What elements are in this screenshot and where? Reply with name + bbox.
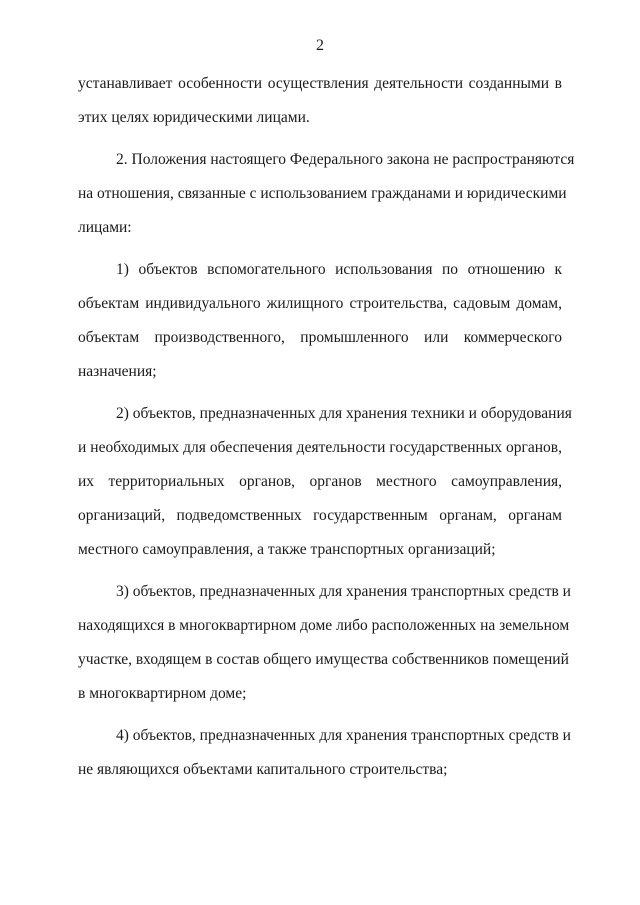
text-line: лицами: xyxy=(78,219,132,236)
paragraph-subitem-3 xyxy=(78,575,571,711)
text-line: на отношения, связанные с использованием гражданами и юридическими xyxy=(78,185,567,202)
text-line: участке, входящем в состав общего имущества собственников помещений xyxy=(78,651,569,668)
text-line: не являющихся объектами капитального строительства; xyxy=(78,761,448,778)
text-line: 3) объектов, предназначенных для хранения транспортных средств и xyxy=(116,583,571,600)
text-line: устанавливает особенности осуществления деятельности созданными в xyxy=(78,75,562,92)
paragraph-item-2 xyxy=(78,143,575,245)
text-line: объектам производственного, промышленного или коммерческого xyxy=(78,329,562,346)
paragraph-subitem-1 xyxy=(78,253,562,389)
text-line: объектам индивидуального жилищного строительства, садовым домам, xyxy=(78,295,562,312)
text-line: и необходимых для обеспечения деятельности государственных органов, xyxy=(78,439,562,456)
text-line: 4) объектов, предназначенных для хранения транспортных средств и xyxy=(116,727,571,744)
paragraph-subitem-2 xyxy=(78,397,572,567)
text-line: организаций, подведомственных государственным органам, органам xyxy=(78,507,562,524)
page-number: 2 xyxy=(316,37,324,54)
text-line: в многоквартирном доме; xyxy=(78,685,247,702)
paragraph-subitem-4 xyxy=(78,719,571,787)
text-line: 2. Положения настоящего Федерального закона не распространяются xyxy=(116,151,575,168)
text-line: местного самоуправления, а также транспортных организаций; xyxy=(78,541,496,558)
document-body xyxy=(78,67,575,787)
text-line: 2) объектов, предназначенных для хранения техники и оборудования xyxy=(116,405,572,422)
paragraph-continuation xyxy=(78,67,562,135)
text-line: находящихся в многоквартирном доме либо расположенных на земельном xyxy=(78,617,570,634)
text-line: 1) объектов вспомогательного использования по отношению к xyxy=(116,261,562,278)
text-line: назначения; xyxy=(78,363,157,380)
text-line: их территориальных органов, органов местного самоуправления, xyxy=(78,473,562,490)
text-line: этих целях юридическими лицами. xyxy=(78,109,310,126)
